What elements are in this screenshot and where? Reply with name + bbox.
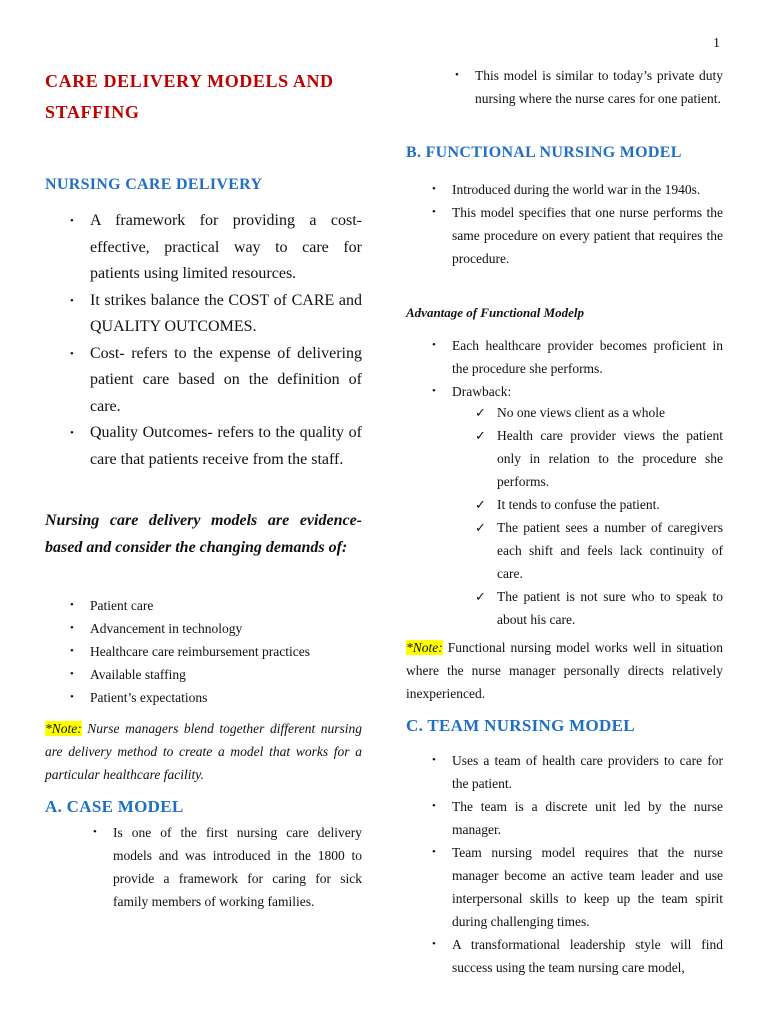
heading-nursing-care-delivery: NURSING CARE DELIVERY	[45, 176, 263, 193]
demands-list	[70, 594, 362, 709]
checkmark-icon: ✓	[475, 428, 486, 443]
bullet-icon: •	[70, 645, 74, 657]
bullet-icon: •	[70, 347, 74, 360]
list-item: ✓ The patient sees a number of caregivers each shift and feels lack continuity of care.	[497, 516, 723, 585]
list-item: • Introduced during the world war in the 1940s.	[452, 178, 723, 201]
list-item: ✓ It tends to confuse the patient.	[497, 493, 723, 516]
list-item: • Patient’s expectations	[90, 686, 362, 709]
document-title: CARE DELIVERY MODELS AND STAFFING	[45, 71, 334, 122]
list-item: • Advancement in technology	[90, 617, 362, 640]
list-item: • Each healthcare provider becomes proficient in the procedure she performs.	[452, 334, 723, 380]
list-item: ✓ No one views client as a whole	[497, 401, 723, 424]
models-statement: Nursing care delivery models are evidence-based and consider the changing demands of:	[45, 512, 362, 556]
list-item: • Team nursing model requires that the nurse manager become an active team leader and use interpersonal skills to keep up the team spirit during challenging times.	[452, 841, 723, 933]
case-model-list-2	[455, 64, 723, 110]
bullet-icon: •	[70, 427, 74, 439]
list-item: • This model is similar to today’s private duty nursing where the nurse cares for one patient.	[475, 64, 723, 110]
team-model-list	[432, 749, 723, 979]
drawbacks-list	[475, 401, 723, 631]
bullet-icon: •	[70, 294, 74, 307]
bullet-icon: •	[70, 215, 74, 227]
list-item: ✓ The patient is not sure who to speak to about his care.	[497, 585, 723, 631]
list-item: • Patient care	[90, 594, 362, 617]
list-item: • Available staffing	[90, 663, 362, 686]
bullet-icon: •	[432, 846, 436, 858]
checkmark-icon: ✓	[475, 497, 486, 512]
note-nurse-managers	[45, 717, 362, 786]
list-item: • Cost- refers to the expense of delivering patient care based on the definition of care.	[90, 341, 362, 421]
note-label: *Note:	[406, 640, 443, 655]
list-item: • A transformational leadership style will find success using the team nursing care model,	[452, 933, 723, 979]
bullet-icon: •	[455, 69, 459, 81]
list-item: • The team is a discrete unit led by the nurse manager.	[452, 795, 723, 841]
bullet-icon: •	[432, 385, 436, 397]
heading-team-model: C. TEAM NURSING MODEL	[406, 716, 635, 735]
list-item: • Is one of the first nursing care delivery models and was introduced in the 1800 to provide a framework for caring for sick family members of working families.	[113, 821, 362, 913]
note-functional-model	[406, 636, 723, 705]
note-label: *Note:	[45, 721, 82, 736]
bullet-icon: •	[432, 800, 436, 812]
bullet-icon: •	[93, 826, 97, 838]
note-text: Functional nursing model works well in situation where the nurse manager personally directs relatively inexperienced.	[406, 640, 723, 701]
heading-case-model: A. CASE MODEL	[45, 797, 184, 816]
list-item: • A framework for providing a cost-effective, practical way to care for patients using limited resources.	[90, 208, 362, 288]
functional-model-list	[432, 178, 723, 270]
checkmark-icon: ✓	[475, 520, 486, 535]
list-item: • Quality Outcomes- refers to the quality of care that patients receive from the staff.	[90, 420, 362, 473]
bullet-icon: •	[70, 668, 74, 680]
page-number: 1	[713, 36, 720, 51]
list-item: • It strikes balance the COST of CARE and QUALITY OUTCOMES.	[90, 288, 362, 341]
note-text: Nurse managers blend together different nursing are delivery method to create a model that works for a particular healthcare facility.	[45, 721, 362, 782]
checkmark-icon: ✓	[475, 405, 486, 420]
checkmark-icon: ✓	[475, 589, 486, 604]
bullet-icon: •	[70, 691, 74, 703]
bullet-icon: •	[432, 339, 436, 351]
list-item: • Healthcare care reimbursement practices	[90, 640, 362, 663]
list-item: ✓ Health care provider views the patient only in relation to the procedure she performs.	[497, 424, 723, 493]
list-item: • Drawback:	[452, 380, 723, 403]
list-item: • Uses a team of health care providers to care for the patient.	[452, 749, 723, 795]
case-model-list-1	[93, 821, 362, 913]
bullet-icon: •	[432, 183, 436, 195]
bullet-icon: •	[432, 206, 436, 218]
bullet-icon: •	[432, 754, 436, 766]
list-item: • This model specifies that one nurse performs the same procedure on every patient that requires the procedure.	[452, 201, 723, 270]
advantage-heading: Advantage of Functional Modelp	[406, 305, 585, 320]
advantages-list	[432, 334, 723, 403]
bullet-icon: •	[70, 599, 74, 611]
bullet-icon: •	[432, 938, 436, 950]
nursing-care-delivery-list	[70, 208, 362, 473]
bullet-icon: •	[70, 622, 74, 634]
heading-functional-model: B. FUNCTIONAL NURSING MODEL	[406, 144, 682, 161]
